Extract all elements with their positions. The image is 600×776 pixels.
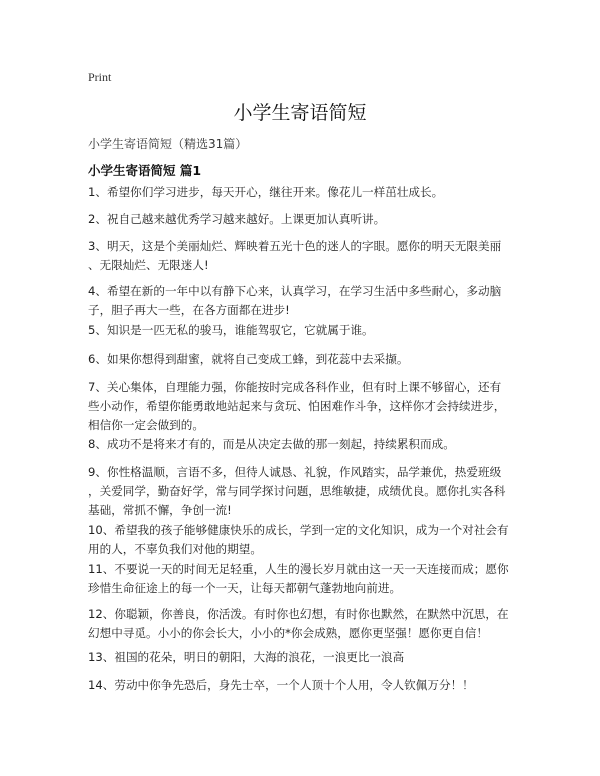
message-line: 12、你聪颖，你善良，你活泼。有时你也幻想，有时你也默然，在默然中沉思，在 [88,607,509,621]
message-line: 相信你一定会做到的。 [88,418,204,432]
message-item [88,378,518,435]
message-line: 9、你性格温顺，言语不多，但待人诚恳、礼貌，作风踏实，品学兼优，热爱班级 [88,465,502,479]
message-item [88,676,518,695]
message-item [88,282,518,320]
message-line: 子，胆子再大一些，在各方面都在进步! [88,303,290,317]
message-line: 珍惜生命征途上的每一个一天，让每天都朝气蓬勃地向前进。 [88,581,402,595]
message-item [88,350,518,369]
message-line: ，关爱同学，勤奋好学，常与同学探讨问题，思维敏捷，成绩优良。愿你扎实各科 [88,484,506,498]
message-item [88,183,518,202]
message-item [88,210,518,229]
message-line: 6、如果你想得到甜蜜，就将自己变成工蜂，到花蕊中去采撷。 [88,352,409,366]
message-line: 14、劳动中你争先恐后，身先士卒，一个人顶十个人用，令人钦佩万分！！ [88,678,474,692]
message-line: 5、知识是一匹无私的骏马，谁能驾驭它，它就属于谁。 [88,323,374,337]
message-line: 10、希望我的孩子能够健康快乐的成长，学到一定的文化知识，成为一个对社会有 [88,523,509,537]
message-line: 用的人，不辜负我们对他的期望。 [88,542,262,556]
message-line: 11、不要说一天的时间无足轻重，人生的漫长岁月就由这一天一天连接而成；愿你 [88,562,509,576]
message-line: 4、希望在新的一年中以有静下心来，认真学习，在学习生活中多些耐心，多动脑 [88,284,502,298]
message-item [88,521,518,559]
message-line: 8、成功不是将来才有的，而是从决定去做的那一刻起，持续累积而成。 [88,437,455,451]
message-line: 2、祝自己越来越优秀学习越来越好。上课更加认真听讲。 [88,212,386,226]
message-line: 幻想中寻觅。小小的你会长大，小小的*你会成熟，愿你更坚强！愿你更自信！ [88,626,488,640]
message-line: 些小动作，希望你能勇敢地站起来与贪玩、怕困难作斗争，这样你才会持续进步， [88,399,506,413]
print-link[interactable]: Print [88,70,112,84]
message-item [88,237,518,275]
document-subtitle: 小学生寄语简短（精选31篇） [88,137,248,151]
page-title: 小学生寄语简短 [233,102,367,124]
message-line: 基础，常抓不懈，争创一流! [88,503,232,517]
section-heading: 小学生寄语简短 篇1 [88,163,202,178]
message-line: 3、明天，这是个美丽灿烂、辉映着五光十色的迷人的字眼。愿你的明天无限美丽 [88,239,502,253]
message-line: 7、关心集体，自理能力强，你能按时完成各科作业，但有时上课不够留心，还有 [88,380,502,394]
message-item [88,648,518,667]
message-line: 、无限灿烂、无限迷人! [88,258,209,272]
message-item [88,463,518,520]
message-item [88,321,518,340]
message-item [88,605,518,643]
message-item [88,560,518,598]
message-line: 13、祖国的花朵，明日的朝阳，大海的浪花，一浪更比一浪高 [88,650,405,664]
message-line: 1、希望你们学习进步，每天开心，继往开来。像花儿一样茁壮成长。 [88,185,444,199]
message-item [88,435,518,454]
